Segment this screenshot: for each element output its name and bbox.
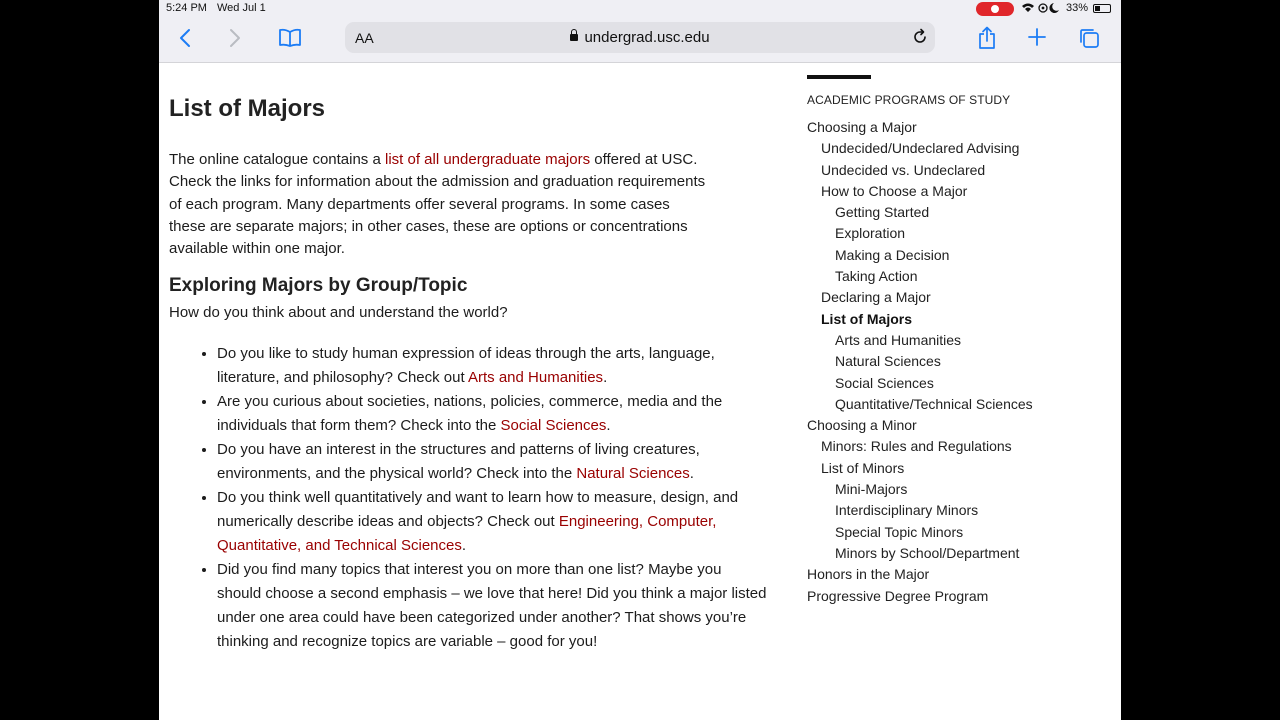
list-item-punct: . (603, 369, 608, 386)
ipad-screen (159, 0, 1121, 720)
forward-icon[interactable] (225, 26, 245, 50)
share-icon[interactable] (975, 25, 999, 51)
battery-icon (1093, 4, 1111, 13)
list-item (217, 342, 767, 390)
sidebar-item[interactable]: Progressive Degree Program (807, 587, 989, 604)
sidebar-item[interactable]: Choosing a Minor (807, 417, 917, 434)
all-majors-link[interactable]: list of all undergraduate majors (384, 151, 591, 168)
list-item-text: Are you curious about societies, nations, policies, commerce, media and the individuals that form them? Check into the (217, 393, 723, 434)
arts-humanities-link[interactable]: Arts and Humanities (468, 369, 604, 386)
section-heading: Exploring Majors by Group/Topic (169, 275, 468, 296)
list-item-text: Do you have an interest in the structures and patterns of living creatures, environments, and the physical world? Check into the (217, 441, 700, 482)
list-item-punct: . (689, 465, 694, 482)
sidebar-item[interactable]: List of Minors (821, 459, 905, 476)
page-title: List of Majors (169, 95, 326, 122)
back-icon[interactable] (175, 26, 195, 50)
url-display[interactable] (345, 29, 935, 46)
sidebar-item[interactable]: List of Majors (821, 310, 913, 327)
list-item-text: Do you like to study human expression of ideas through the arts, language, literature, and philosophy? Check out (217, 345, 715, 386)
url-text: undergrad.usc.edu (584, 29, 710, 46)
natural-sciences-link[interactable]: Natural Sciences (576, 465, 690, 482)
sidebar-item[interactable]: Taking Action (835, 268, 918, 285)
screen-recording-icon (976, 2, 1014, 16)
sidebar-item[interactable]: Undecided/Undeclared Advising (821, 140, 1020, 157)
sidebar-item[interactable]: Honors in the Major (807, 566, 930, 583)
battery-percent: 33% (1066, 2, 1089, 14)
social-sciences-link[interactable]: Social Sciences (500, 417, 607, 434)
sidebar-item[interactable]: How to Choose a Major (821, 182, 968, 199)
list-item (217, 390, 767, 438)
sidebar-item[interactable]: Arts and Humanities (835, 331, 962, 348)
tabs-overview-icon[interactable] (1077, 25, 1101, 51)
browser-toolbar (159, 18, 1121, 63)
sidebar-item[interactable]: Making a Decision (835, 246, 950, 263)
list-item-text: Did you find many topics that interest you on more than one list? Maybe you should choose a second emphasis – we love that here! Did you think a major listed under one area could have been categorized under another? That shows you’re thinking and recognize topics are variable – good for you! (217, 561, 767, 650)
sidebar-item[interactable]: Minors: Rules and Regulations (821, 438, 1012, 455)
sidebar-heading: ACADEMIC PROGRAMS OF STUDY (807, 93, 1011, 107)
sidebar-list (807, 117, 1033, 607)
topic-list (169, 342, 767, 654)
status-date: Wed Jul 1 (217, 2, 266, 14)
list-item-punct: . (606, 417, 611, 434)
sidebar-item[interactable]: Special Topic Minors (835, 523, 964, 540)
sidebar-item[interactable]: Quantitative/Technical Sciences (835, 395, 1033, 412)
wifi-icon (1021, 2, 1061, 17)
intro-text-cont: offered at USC. Check the links for information about the admission and graduation requirements of each program. Many departments offer several programs. In some cases these are separate majors; in other cases, these are options or concentrations available within one major. (169, 151, 706, 258)
intro-text: The online catalogue contains a (169, 151, 385, 168)
status-time: 5:24 PM (166, 2, 207, 14)
intro-paragraph (169, 149, 709, 260)
text-size-button[interactable]: AA (355, 30, 374, 46)
sidebar-item[interactable]: Declaring a Major (821, 289, 931, 306)
engineering-link[interactable]: Engineering, Computer, Quantitative, and Technical Sciences (217, 513, 717, 554)
list-item (217, 438, 767, 486)
sidebar-item[interactable]: Mini-Majors (835, 481, 908, 498)
new-tab-icon[interactable] (1025, 24, 1049, 50)
sidebar-item[interactable]: Getting Started (835, 204, 930, 221)
list-item (217, 558, 767, 654)
sidebar-item[interactable]: Choosing a Major (807, 119, 917, 135)
list-item (217, 486, 767, 558)
bookmarks-icon[interactable] (277, 26, 303, 50)
status-bar (159, 0, 1121, 18)
list-item-punct: . (461, 537, 467, 554)
address-bar[interactable] (345, 22, 935, 53)
sidebar-item[interactable]: Minors by School/Department (835, 544, 1020, 561)
sidebar-item[interactable]: Undecided vs. Undeclared (821, 161, 986, 178)
lock-icon (570, 34, 578, 41)
reload-icon[interactable] (911, 28, 929, 46)
sidebar-item[interactable]: Interdisciplinary Minors (835, 502, 979, 519)
section-subtitle: How do you think about and understand the world? (169, 304, 508, 321)
sidebar-accent-bar (807, 75, 871, 79)
sidebar-item[interactable]: Exploration (835, 225, 906, 242)
list-item-text: Do you think well quantitatively and want to learn how to measure, design, and numerically describe ideas and objects? Check out (217, 489, 739, 530)
sidebar-item[interactable]: Natural Sciences (835, 353, 941, 370)
sidebar-item[interactable]: Social Sciences (835, 374, 934, 391)
page-content (159, 63, 1121, 720)
